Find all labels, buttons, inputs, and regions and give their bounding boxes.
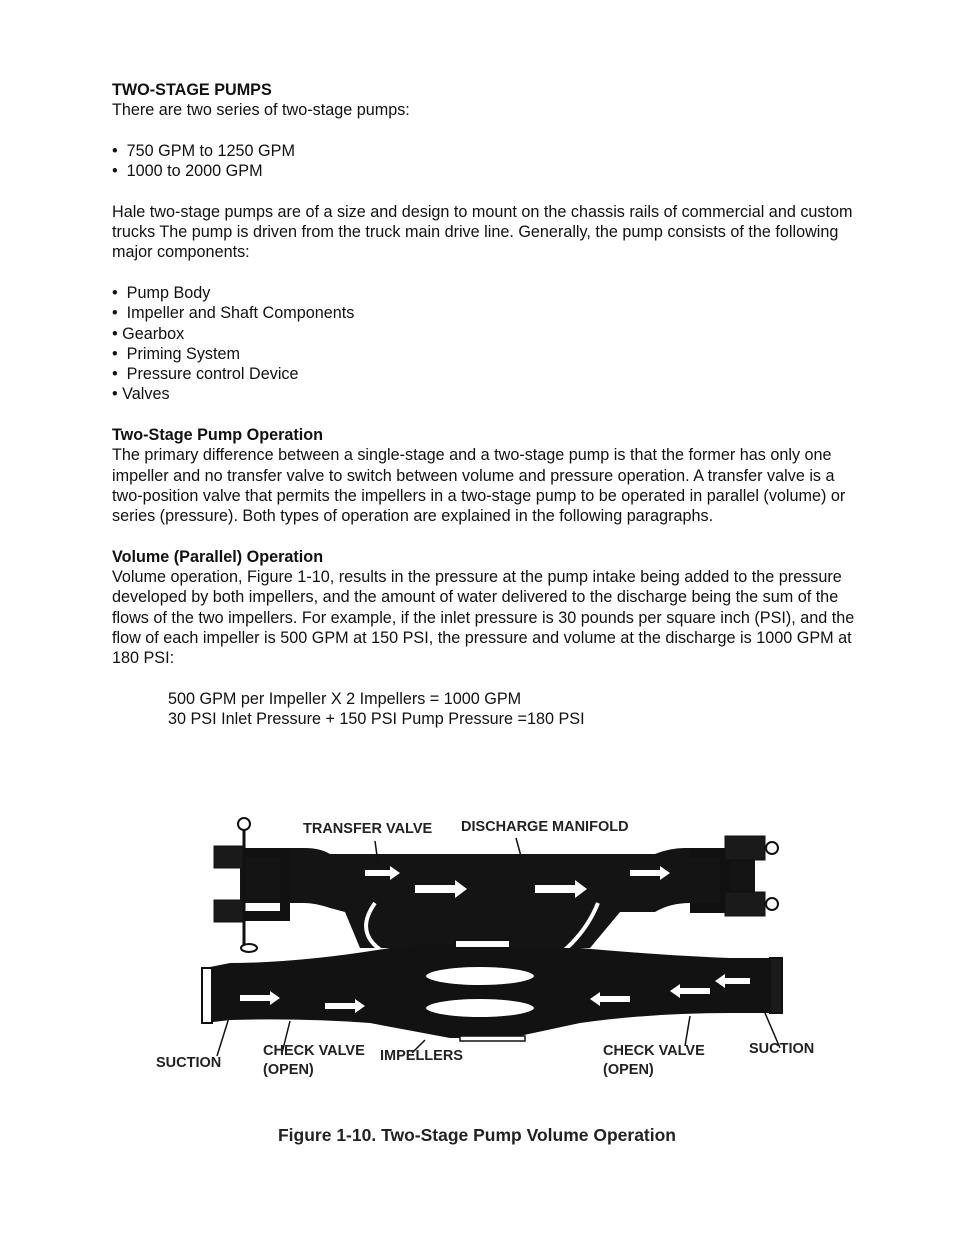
list-item: • Impeller and Shaft Components: [112, 303, 862, 323]
components-list: [112, 283, 862, 405]
suction-flange-right: [770, 958, 782, 1013]
list-item: • Pressure control Device: [112, 364, 862, 384]
pump-diagram-figure: [150, 808, 830, 1093]
right-cap-lower: [766, 898, 778, 910]
impeller-upper: [425, 966, 535, 986]
pump-diagram: [150, 808, 830, 1093]
operation-paragraph: The primary difference between a single-stage and a two-stage pump is that the former has only one impeller and no transfer valve to switch between volume and pressure operation. A transfer valve is a two-position valve that permits the impellers in a two-stage pump to be operated in parallel (volume) or series (pressure). Both types of operation are explained in the following paragraphs.: [112, 446, 846, 526]
label-check-valve-right-open: (OPEN): [603, 1062, 654, 1078]
label-check-valve-left: CHECK VALVE: [263, 1043, 365, 1059]
impeller-bottom-shaft: [460, 1036, 525, 1041]
list-item: • Priming System: [112, 344, 862, 364]
description-paragraph: Hale two-stage pumps are of a size and design to mount on the chassis rails of commercial and custom trucks The pump is driven from the truck main drive line. Generally, the pump consists of the following major components:: [112, 202, 853, 262]
right-cap-upper: [766, 842, 778, 854]
heading-volume-operation: Volume (Parallel) Operation: [112, 547, 324, 566]
calculation-line-2: 30 PSI Inlet Pressure + 150 PSI Pump Pressure =180 PSI: [168, 710, 585, 729]
label-transfer-valve: TRANSFER VALVE: [303, 821, 433, 837]
heading-two-stage-operation: Two-Stage Pump Operation: [112, 426, 324, 445]
left-outlet-lower: [214, 900, 244, 922]
label-discharge-manifold: DISCHARGE MANIFOLD: [461, 819, 629, 835]
list-item: • Gearbox: [112, 324, 862, 344]
valve-handle-bottom: [241, 944, 257, 952]
document-body: [112, 80, 862, 730]
label-suction-right: SUCTION: [749, 1041, 815, 1057]
discharge-manifold-body: [240, 848, 755, 948]
pump-series-list: [112, 141, 862, 182]
right-outlet-lower: [725, 892, 765, 916]
list-item: • 1000 to 2000 GPM: [112, 161, 862, 181]
label-check-valve-left-open: (OPEN): [263, 1062, 314, 1078]
list-item: • Valves: [112, 384, 862, 404]
impeller-lower: [425, 998, 535, 1018]
label-impellers: IMPELLERS: [380, 1048, 463, 1064]
left-outlet-upper: [214, 846, 244, 868]
list-item: • Pump Body: [112, 283, 862, 303]
label-check-valve-right: CHECK VALVE: [603, 1043, 705, 1059]
right-outlet-upper: [725, 836, 765, 860]
intro-paragraph: There are two series of two-stage pumps:: [112, 101, 410, 120]
calculation-line-1: 500 GPM per Impeller X 2 Impellers = 1000 GPM: [168, 689, 522, 708]
figure-caption: Figure 1-10. Two-Stage Pump Volume Operation: [277, 1125, 676, 1145]
impeller-top-shaft: [455, 940, 510, 948]
label-suction-left: SUCTION: [156, 1055, 222, 1071]
suction-flange-left: [202, 968, 212, 1023]
valve-handle-top: [238, 818, 250, 830]
list-item: • 750 GPM to 1250 GPM: [112, 141, 862, 161]
heading-two-stage-pumps: TWO-STAGE PUMPS: [112, 81, 272, 99]
volume-paragraph: Volume operation, Figure 1-10, results in the pressure at the pump intake being added to the pressure developed by both impellers, and the amount of water delivered to the discharge being the sum of the flows of the two impellers. For example, if the inlet pressure is 30 pounds per square inch (PSI), and the flow of each impeller is 500 GPM at 150 PSI, the pressure and volume at the discharge is 1000 GPM at 180 PSI:: [112, 568, 855, 668]
